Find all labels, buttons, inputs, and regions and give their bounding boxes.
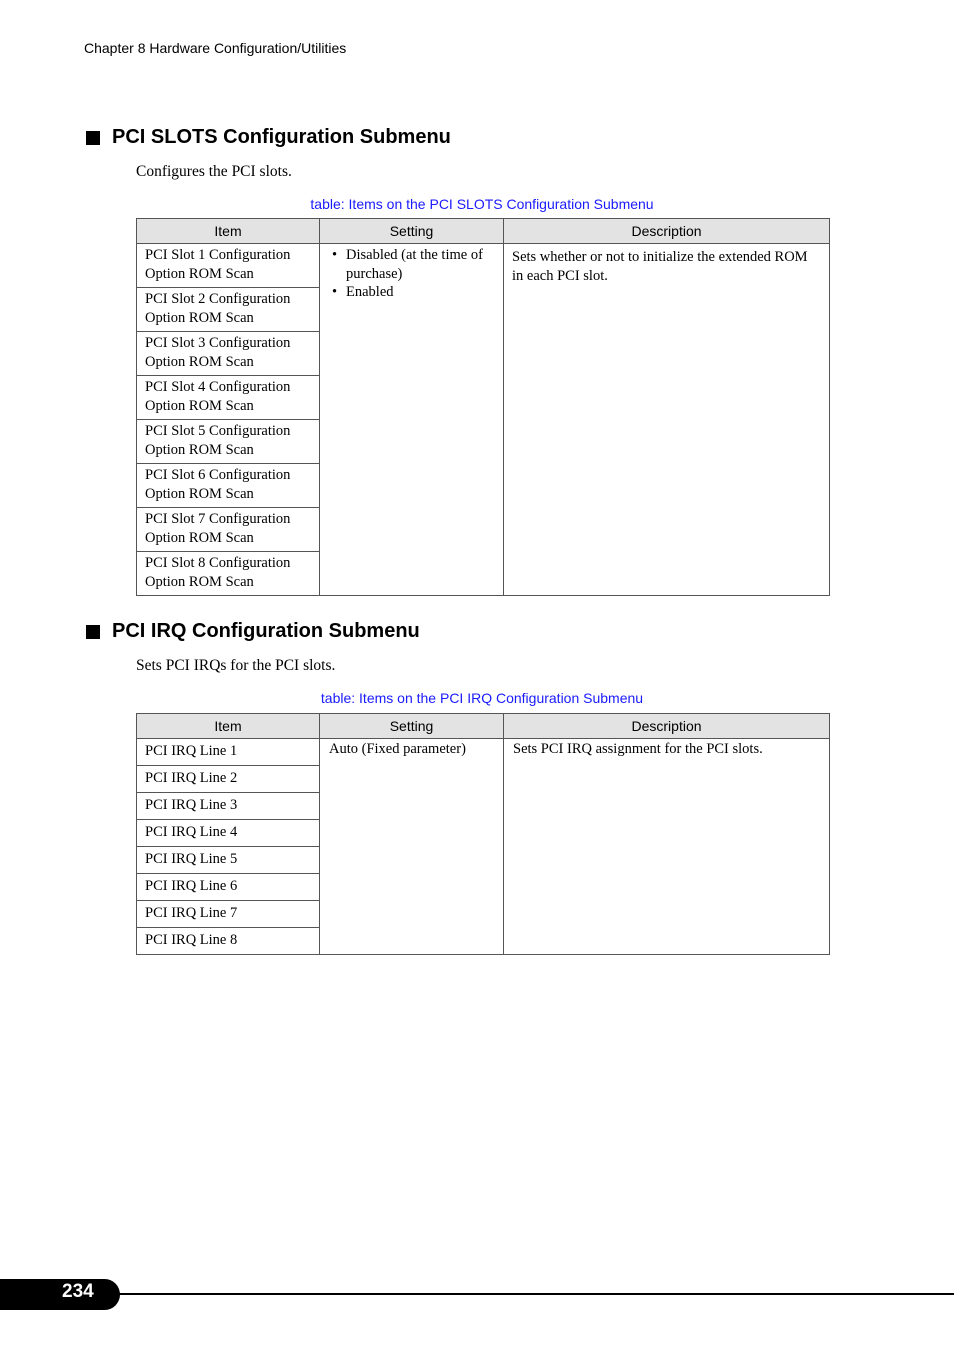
setting-option: • Enabled [330, 283, 495, 302]
table-row [137, 739, 830, 766]
item-cell: PCI Slot 2 Configuration Option ROM Scan [137, 288, 320, 332]
setting-options-list [330, 246, 495, 302]
item-cell: PCI IRQ Line 4 [137, 820, 320, 847]
item-cell: PCI IRQ Line 5 [137, 847, 320, 874]
page-number: 234 [62, 1281, 94, 1302]
section-heading-pci-irq [86, 620, 420, 643]
item-cell: PCI IRQ Line 2 [137, 766, 320, 793]
item-cell: PCI IRQ Line 7 [137, 901, 320, 928]
running-head: Chapter 8 Hardware Configuration/Utilities [84, 40, 347, 56]
setting-cell [320, 244, 504, 596]
pci-slots-table [136, 218, 830, 596]
footer-rule [100, 1293, 954, 1295]
description-cell: Sets whether or not to initialize the extended ROM in each PCI slot. [504, 244, 830, 596]
square-bullet-icon [86, 625, 100, 639]
item-cell: PCI Slot 6 Configuration Option ROM Scan [137, 464, 320, 508]
section-intro: Sets PCI IRQs for the PCI slots. [136, 657, 336, 674]
section-title: PCI IRQ Configuration Submenu [112, 620, 420, 642]
setting-cell: Auto (Fixed parameter) [320, 739, 504, 955]
item-cell: PCI Slot 8 Configuration Option ROM Scan [137, 552, 320, 596]
page-number-tab [0, 1279, 120, 1310]
table-row [137, 244, 830, 288]
column-header-description: Description [504, 219, 830, 244]
column-header-description: Description [504, 714, 830, 739]
section-heading-pci-slots [86, 126, 451, 149]
item-cell: PCI Slot 3 Configuration Option ROM Scan [137, 332, 320, 376]
column-header-setting: Setting [320, 714, 504, 739]
item-cell: PCI Slot 4 Configuration Option ROM Scan [137, 376, 320, 420]
item-cell: PCI IRQ Line 6 [137, 874, 320, 901]
description-cell: Sets PCI IRQ assignment for the PCI slots. [504, 739, 830, 955]
setting-option: • Disabled (at the time of purchase) [330, 246, 495, 283]
table-header-row [137, 219, 830, 244]
item-cell: PCI IRQ Line 8 [137, 928, 320, 955]
section-title: PCI SLOTS Configuration Submenu [112, 126, 451, 148]
item-cell: PCI Slot 7 Configuration Option ROM Scan [137, 508, 320, 552]
pci-irq-table [136, 713, 830, 955]
table-header-row [137, 714, 830, 739]
table-caption: table: Items on the PCI IRQ Configuration Submenu [320, 690, 644, 706]
item-cell: PCI IRQ Line 1 [137, 739, 320, 766]
section-intro: Configures the PCI slots. [136, 163, 292, 180]
column-header-item: Item [137, 714, 320, 739]
item-cell: PCI IRQ Line 3 [137, 793, 320, 820]
item-cell: PCI Slot 1 Configuration Option ROM Scan [137, 244, 320, 288]
column-header-setting: Setting [320, 219, 504, 244]
item-cell: PCI Slot 5 Configuration Option ROM Scan [137, 420, 320, 464]
column-header-item: Item [137, 219, 320, 244]
square-bullet-icon [86, 131, 100, 145]
table-caption: table: Items on the PCI SLOTS Configuration Submenu [310, 196, 654, 212]
